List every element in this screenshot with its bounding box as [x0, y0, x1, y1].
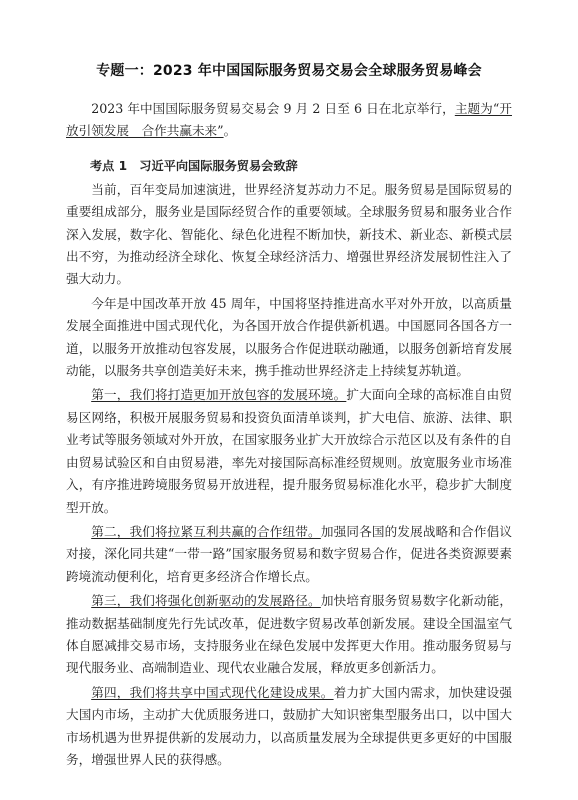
paragraph-1: 当前，百年变局加速演进，世界经济复苏动力不足。服务贸易是国际贸易的重要组成部分，服务业是国际经贸合作的重要领域。全球服务贸易和服务业合作深入发展，数字化、智能化、绿色化进程不断加快，新技术、新业态、新模式层出不穷，为推动经济全球化、恢复全球经济活力、增强世界经济发展韧性注入了强大动力。	[66, 181, 512, 287]
intro-paragraph	[66, 98, 512, 143]
point-second-text: 加强同各国的发展战略和合作倡议对接，深化同共建“一带一路”国家服务贸易和数字贸易合作，促进各类资源要素跨境流动便利化，培育更多经济合作增长点。	[66, 523, 513, 584]
point-first-text: 扩大面向全球的高标准自由贸易区网络，积极开展服务贸易和投资负面清单谈判，扩大电信、旅游、法律、职业考试等服务领域对外开放，在国家服务业扩大开放综合示范区以及有条件的自由贸易试验区和自由贸易港，率先对接国际高标准经贸规则。放宽服务业市场准入，有序推进跨境服务贸易开放进程，提升服务贸易标准化水平，稳步扩大制度型开放。	[66, 387, 513, 515]
intro-text: 2023 年中国国际服务贸易交易会 9 月 2 日至 6 日在北京举行，	[91, 101, 455, 116]
point-third-text: 加快培育服务贸易数字化新动能，推动数据基础制度先行先试改革，促进数字贸易改革创新发展。建设全国温室气体自愿减排交易市场，支持服务业在绿色发展中发挥更大作用。推动服务贸易与现代服务业、高端制造业、现代农业融合发展，释放更多创新活力。	[66, 593, 513, 676]
document-body	[66, 98, 512, 773]
point-third	[66, 590, 512, 680]
page-title: 专题一：2023 年中国国际服务贸易交易会全球服务贸易峰会	[96, 63, 482, 79]
intro-theme-underlined: 主题为“开放引领发展 合作共赢未来”	[66, 101, 512, 139]
point-first-lead: 第一，我们将打造更加开放包容的发展环境。	[91, 387, 347, 403]
section-heading: 考点 1 习近平向国际服务贸易会致辞	[90, 158, 298, 173]
intro-end: 。	[223, 123, 237, 139]
point-second	[66, 521, 512, 588]
point-third-lead: 第三，我们将强化创新驱动的发展路径。	[91, 593, 321, 609]
paragraph-2: 今年是中国改革开放 45 周年，中国将坚持推进高水平对外开放，以高质量发展全面推进中国式现代化，为各国开放合作提供新机遇。中国愿同各国各方一道，以服务开放推动包容发展，以服务合作促进联动融通，以服务创新培育发展动能，以服务共享创造美好未来，携手推动世界经济走上持续复苏轨道。	[66, 295, 512, 379]
point-first	[66, 384, 512, 518]
point-fourth-text: 着力扩大国内需求，加快建设强大国内市场，主动扩大优质服务进口，鼓励扩大知识密集型服务出口，以中国大市场机遇为世界提供新的发展动力，以高质量发展为全球提供更多更好的中国服务，增强世界人民的获得感。	[66, 684, 513, 767]
point-fourth-lead: 第四，我们将共享中国式现代化建设成果。	[91, 684, 334, 700]
point-fourth	[66, 682, 512, 772]
point-second-lead: 第二，我们将拉紧互利共赢的合作纽带。	[91, 523, 321, 539]
